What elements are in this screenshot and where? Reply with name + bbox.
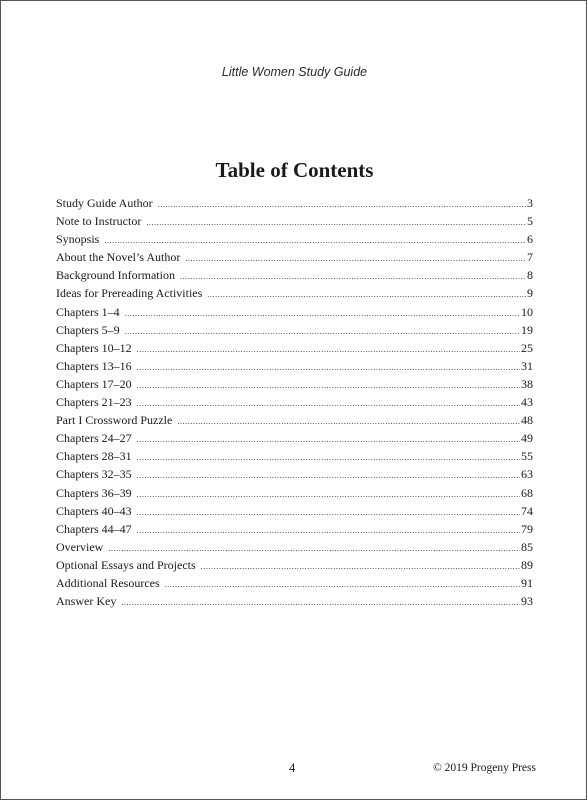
toc-entry: [56, 520, 533, 538]
toc-entry-page-number: 31: [521, 358, 533, 373]
toc-entry-page-number: 5: [527, 214, 533, 229]
page-number: 4: [289, 761, 296, 775]
toc-entry-label: About the Novel’s Author: [56, 250, 181, 265]
dot-leader: [121, 594, 520, 612]
toc-entry: [56, 357, 533, 375]
dot-leader: [137, 341, 520, 359]
toc-entry-page-number: 91: [521, 575, 533, 590]
toc-entry: [56, 484, 533, 502]
dot-leader: [177, 413, 520, 431]
dot-leader: [137, 395, 520, 413]
toc-entry-label: Background Information: [56, 268, 175, 283]
copyright-notice: © 2019 Progeny Press: [433, 762, 536, 774]
toc-entry-label: Chapters 24–27: [56, 431, 132, 446]
toc-entry: [56, 538, 533, 556]
dot-leader: [137, 377, 520, 395]
toc-entry-label: Ideas for Prereading Activities: [56, 286, 203, 301]
toc-entry-label: Chapters 36–39: [56, 485, 132, 500]
dot-leader: [180, 268, 526, 286]
toc-entry-label: Chapters 32–35: [56, 467, 132, 482]
toc-entry: [56, 375, 533, 393]
toc-entry: [56, 284, 533, 302]
toc-entry-page-number: 68: [521, 485, 533, 500]
toc-entry-label: Synopsis: [56, 232, 100, 247]
toc-entry-page-number: 25: [521, 340, 533, 355]
toc-entry-label: Chapters 13–16: [56, 358, 132, 373]
toc-entry-label: Optional Essays and Projects: [56, 557, 196, 572]
toc-entry: [56, 556, 533, 574]
toc-entry: [56, 230, 533, 248]
toc-entry-label: Overview: [56, 539, 104, 554]
toc-entry-label: Note to Instructor: [56, 214, 142, 229]
toc-entry: [56, 321, 533, 339]
toc-entry-page-number: 48: [521, 413, 533, 428]
toc-entry-page-number: 6: [527, 232, 533, 247]
page-title: Table of Contents: [215, 158, 374, 182]
toc-entry-label: Chapters 21–23: [56, 395, 132, 410]
dot-leader: [137, 522, 520, 540]
toc-entry: [56, 248, 533, 266]
toc-entry-page-number: 74: [521, 503, 533, 518]
toc-entry: [56, 339, 533, 357]
toc-entry-label: Chapters 40–43: [56, 503, 132, 518]
toc-entry: [56, 447, 533, 465]
toc-entry: [56, 429, 533, 447]
dot-leader: [146, 214, 526, 232]
dot-leader: [137, 431, 520, 449]
dot-leader: [158, 196, 526, 214]
toc-entry-label: Chapters 10–12: [56, 340, 132, 355]
toc-entry-page-number: 3: [527, 196, 533, 210]
dot-leader: [185, 250, 526, 268]
dot-leader: [207, 286, 526, 304]
toc-entry-label: Answer Key: [56, 594, 117, 609]
toc-entry: [56, 465, 533, 483]
toc-entry-page-number: 10: [521, 304, 533, 319]
dot-leader: [201, 558, 520, 576]
toc-entry: [56, 194, 533, 212]
dot-leader: [137, 486, 520, 504]
toc-entry: [56, 393, 533, 411]
toc-entry-page-number: 63: [521, 467, 533, 482]
toc-entry-page-number: 55: [521, 449, 533, 464]
toc-entry-label: Chapters 17–20: [56, 376, 132, 391]
toc-entry-label: Chapters 44–47: [56, 521, 132, 536]
toc-entry: [56, 212, 533, 230]
toc-entry-label: Study Guide Author: [56, 196, 153, 210]
toc-entry: [56, 502, 533, 520]
toc-entry-page-number: 7: [527, 250, 533, 265]
dot-leader: [137, 359, 520, 377]
toc-entry-page-number: 85: [521, 539, 533, 554]
toc-entry: [56, 266, 533, 284]
toc-entry-page-number: 49: [521, 431, 533, 446]
toc-entry-page-number: 89: [521, 557, 533, 572]
toc-entry-label: Part I Crossword Puzzle: [56, 413, 173, 428]
toc-entry: [56, 574, 533, 592]
table-of-contents: [56, 194, 533, 610]
toc-entry-page-number: 43: [521, 395, 533, 410]
toc-entry-page-number: 9: [527, 286, 533, 301]
dot-leader: [165, 576, 520, 594]
toc-entry-label: Additional Resources: [56, 575, 160, 590]
toc-entry-page-number: 19: [521, 322, 533, 337]
toc-entry-page-number: 93: [521, 594, 533, 609]
toc-entry: [56, 411, 533, 429]
dot-leader: [137, 449, 520, 467]
dot-leader: [137, 504, 520, 522]
toc-entry: [56, 592, 533, 610]
dot-leader: [137, 467, 520, 485]
toc-entry-label: Chapters 28–31: [56, 449, 132, 464]
dot-leader: [125, 305, 520, 323]
toc-entry-page-number: 8: [527, 268, 533, 283]
toc-entry-label: Chapters 1–4: [56, 304, 120, 319]
toc-entry: [56, 303, 533, 321]
toc-entry-page-number: 79: [521, 521, 533, 536]
toc-entry-label: Chapters 5–9: [56, 322, 120, 337]
toc-entry-page-number: 38: [521, 376, 533, 391]
running-header: Little Women Study Guide: [221, 65, 368, 79]
dot-leader: [125, 323, 520, 341]
